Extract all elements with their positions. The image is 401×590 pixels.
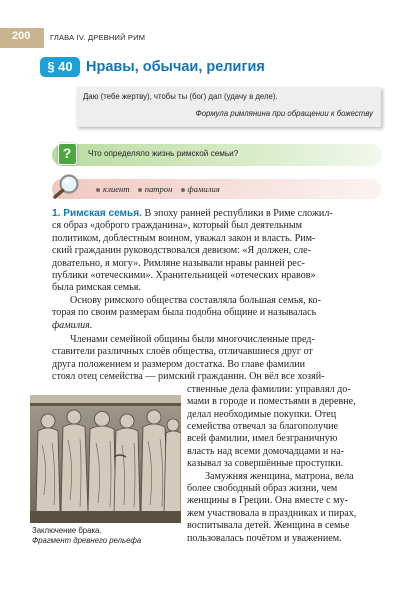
text-line: была римская семья.	[52, 282, 141, 294]
text-line: друга положением и размером достатка. Во главе фамилии	[52, 358, 306, 370]
epigraph-box	[76, 87, 381, 127]
section-number: § 40	[47, 59, 73, 74]
relief-image	[30, 395, 181, 523]
text-line: торая по своим размерам была подобна общине и называлась	[52, 307, 317, 319]
text-line: семейства отвечал за благополучие	[187, 420, 339, 432]
text-line: довательно, я могу». Римляне называли нравы ранней рес-	[52, 257, 305, 269]
text-line: В эпоху ранней республики в Риме сложил-	[141, 208, 333, 219]
bullet-icon	[138, 188, 142, 192]
page-number: 200	[12, 30, 31, 42]
text-line: ский гражданин руководствовался девизом: «Я должен, сле-	[52, 245, 312, 257]
text-line: всей фамилии, имел безграничную	[187, 433, 338, 445]
text-line: жем участвовала в праздниках и пирах,	[187, 507, 357, 519]
text-line: стоял отец семейства — римский гражданин. Он вёл все хозяй-	[52, 371, 325, 383]
caption-subtitle: Фрагмент древнего рельефа	[32, 536, 142, 545]
magnifier-icon	[50, 172, 84, 200]
text-line: воспитывала детей. Женщина в семье	[187, 520, 350, 532]
text-line: Членами семейной общины были многочисленные пред-	[70, 334, 315, 346]
text-line: женщины в Греции. Она вместе с му-	[187, 495, 348, 507]
text-line: фамилия.	[52, 319, 93, 331]
key-terms	[96, 184, 220, 194]
text-line: власть над всеми домочадцами и на-	[187, 445, 345, 457]
subsection-heading: 1. Римская семья.	[52, 208, 142, 219]
text-line: казывал за совершённые проступки.	[187, 458, 344, 470]
question-text: Что определяло жизнь римской семьи?	[88, 149, 239, 158]
text-line: мами в городе и поместьями в деревне,	[187, 396, 356, 408]
section-title: Нравы, обычаи, религия	[86, 59, 265, 75]
text-line: пользовалась почётом и уважением.	[187, 532, 342, 544]
text-line: ственные дела фамилии: управлял до-	[187, 383, 351, 395]
bullet-icon	[181, 188, 185, 192]
text-line: публики «отеческими». Хранительницей «отеческих нравов»	[52, 270, 316, 282]
section-badge	[40, 57, 80, 77]
epigraph-source: Формула римлянина при обращении к божеству	[195, 109, 373, 118]
text-line: делал необходимые покупки. Отец	[187, 408, 337, 420]
text-line: более свободный образ жизни, чем	[187, 482, 338, 494]
term-item: клиент	[103, 184, 130, 194]
text-line: политиком, доблестным воином, уважал закон и власть. Рим-	[52, 232, 316, 244]
caption-title: Заключение брака.	[32, 526, 102, 535]
text-line: ставители различных слоёв общества, отличавшиеся друг от	[52, 346, 313, 358]
epigraph-text: Даю (тебе жертву), чтобы ты (бог) дал (удачу в деле).	[83, 92, 278, 101]
text-line: ся образ «доброго гражданина», который был деятельным	[52, 220, 303, 232]
figure-caption	[32, 526, 141, 546]
marriage-relief-illustration	[30, 395, 181, 523]
term-item: патрон	[144, 184, 173, 194]
text-line: Основу римского общества составляла большая семья, ко-	[70, 294, 321, 306]
text-line: Замужняя женщина, матрона, вела	[205, 470, 354, 482]
bullet-icon	[96, 188, 100, 192]
chapter-title: ГЛАВА IV. ДРЕВНИЙ РИМ	[50, 33, 146, 42]
question-mark-icon: ?	[58, 143, 77, 165]
term-item: фамилия	[187, 184, 220, 194]
